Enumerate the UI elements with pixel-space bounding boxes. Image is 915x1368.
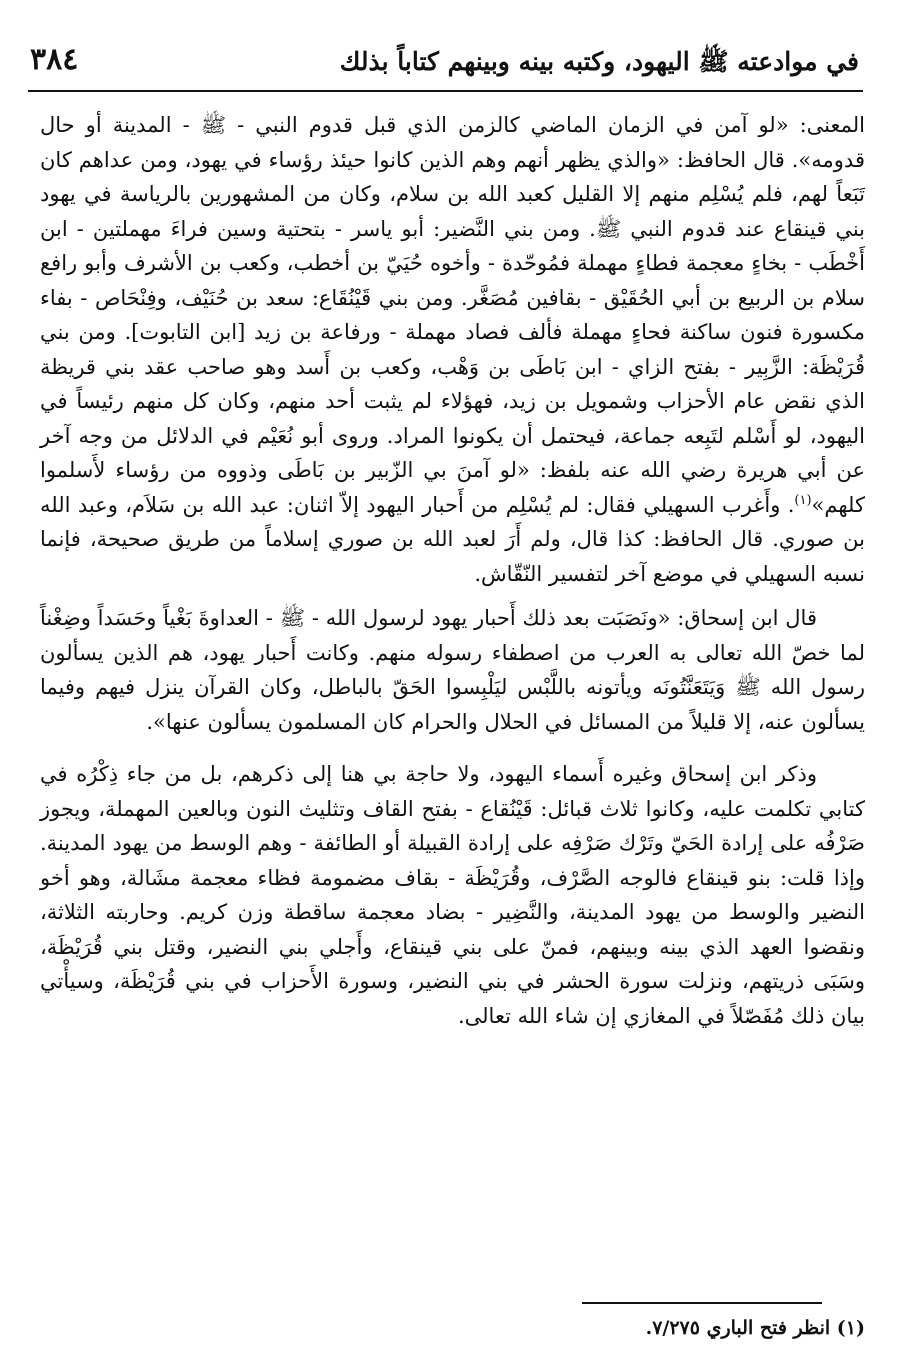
footnote-reference: (١): [794, 492, 812, 508]
paragraph-2: قال ابن إسحاق: «ونَصَبَت بعد ذلك أَحبار يهود لرسول الله - ﷺ - العداوةَ بَغْياً وحَسَداً وضِغْناً لما خصّ الله تعالى به العرب من اصطفاء رسوله منهم. وكانت أَحبار يهود، هم الذين يسألون رسول الله ﷺ وَيَتَعَنَّتُونَه ويأتونه باللَّبْس ليَلْبِسوا الحَقّ بالباطل، وكان القرآن ينزل فيهم وفيما يسألون عنه، إلا قليلاً من المسائل في الحلال والحرام كان المسلمون يسألون عنها».: [40, 606, 865, 734]
footnote: (١) انظر فتح الباري ٧/٢٧٥.: [645, 1317, 865, 1339]
page-number: ٣٨٤: [30, 42, 79, 77]
header-rule: [28, 90, 863, 92]
running-header: [30, 42, 859, 90]
chapter-title: في موادعته ﷺ اليهود، وكتبه بينه وبينهم كتاباً بذلك: [339, 47, 859, 76]
paragraph-1-text: المعنى: «لو آمن في الزمان الماضي كالزمن الذي قبل قدوم النبي - ﷺ - المدينة أو حال قدومه». قال الحافظ: «والذي يظهر أنهم وهم الذين كانوا حيئذ رؤساء في يهود، ومن عداهم كان تَبَعاً لهم، فلم يُسْلِم منهم إلا القليل كعبد الله بن سلام، وكان من المشهورين بالرياسة في يهود بني قينقاع عند قدوم النبي ﷺ. ومن بني النَّضير: أبو ياسر - بتحتية وسين فراءَ مهملتين - ابن أَخْطَب - بخاءٍ معجمة فطاءٍ مهملة فمُوحّدة - وأخوه حُيَيّ بن أخطب، وكعب بن الأشرف وأبو رافع سلام بن الربيع بن أبي الحُقَيْق - بقافين مُصَغَّر. ومن بني قَيْنُقَاع: سعد بن حُنَيْف، وفِنْحَاص - بفاء مكسورة فنون ساكنة فحاءٍ مهملة فألف فصاد مهملة - ورفاعة بن زيد [ابن التابوت]. ومن بني قُرَيْظَة: الزَّبِير - بفتح الزاي - ابن بَاطَى بن وَهْب، وكعب بن أَسد وهو صاحب عقد بني قريظة الذي نقض عام الأحزاب وشمويل بن زيد، فهؤلاء لم يثبت أحد منهم، وكان كل منهم رئيساً في اليهود، لو أَسْلم لتَبِعه جماعة، فيحتمل أن يكونوا المراد. وروى أبو نُعَيْم في الدلائل من وجه آخر عن أبي هريرة رضي الله عنه بلفظ: «لو آمنَ بي الزّبير بن بَاطَى وذووه من رؤساء لأَسلموا كلهم»: [40, 113, 865, 517]
paragraph-3: وذكر ابن إسحاق وغيره أَسماء اليهود، ولا حاجة بي هنا إلى ذكرهم، بل من جاء ذِكْرُه في كتابي تكلمت عليه، وكانوا ثلاث قبائل: قَيْنُقاع - بفتح القاف وتثليث النون وبالعين المهملة، ويجوز صَرْفُه على إرادة الحَيّ وتَرْك صَرْفِه على إرادة القبيلة أو الطائفة - وهم الوسط من يهود المدينة. وإذا قلت: بنو قينقاع فالوجه الصَّرْف، وقُرَيْظَة - بقاف مضمومة فظاء معجمة مشَالة، وهو أخو النضير والوسط من يهود المدينة، والنَّضِير - بضاد معجمة ساقطة وزن كريم. وحاربته الثلاثة، ونقضوا العهد الذي بينه وبينهم، فمنّ على بني قينقاع، وأَجلي بني النضير، وقتل بني قُرَيْظَة، وسَبَى ذريتهم، ونزلت سورة الحشر في بني النضير، وسورة الأَحزاب في بني قُرَيْظَة، وسيأْتي بيان ذلك مُفَصّلاً في المغازي إن شاء الله تعالى.: [40, 762, 865, 1028]
paragraph-1: [40, 108, 865, 591]
footnote-rule: [582, 1302, 822, 1304]
page-body: [40, 108, 865, 1033]
paragraph-1-continuation: . وأَغرب السهيلي فقال: لم يُسْلِم من أَحبار اليهود إلاّ اثنان: عبد الله بن سَلاَم، وعبد الله بن صوري. قال الحافظ: كذا قال، ولم أَرَ لعبد الله بن صوري إسلاماً من طريق صحيحة، فإنما نسبه السهيلي في موضع آخر لتفسير النّقّاش.: [40, 492, 865, 586]
